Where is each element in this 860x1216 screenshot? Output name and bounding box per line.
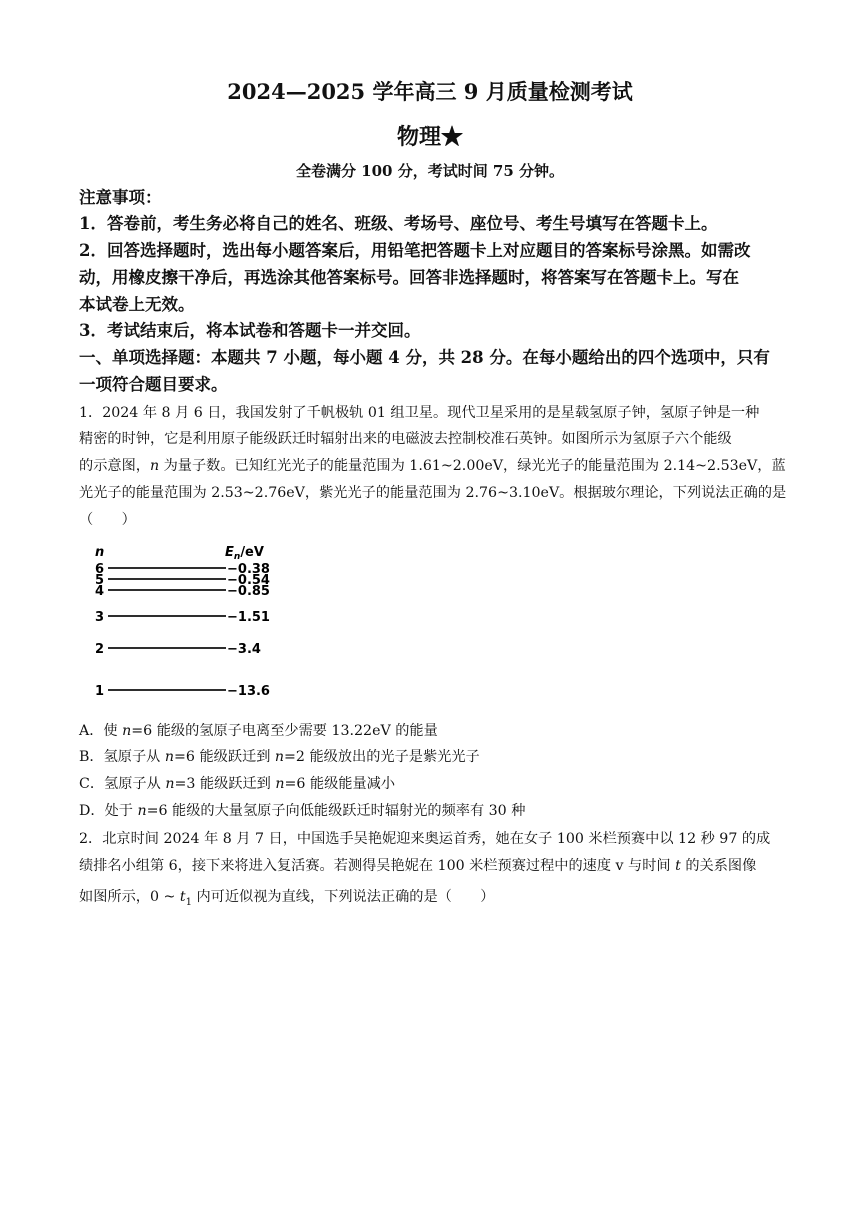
question-1-answer-bracket: （ ） xyxy=(79,512,136,528)
option-a xyxy=(79,720,438,740)
text-span: 内可近似视为直线，下列说法正确的是（ ） xyxy=(191,889,495,905)
notice-item-3: 3．考试结束后，将本试卷和答题卡一并交回。 xyxy=(79,321,421,340)
level-n-label: 4 xyxy=(95,584,105,599)
notice-heading: 注意事项： xyxy=(79,188,162,207)
level-n-label: 3 xyxy=(95,610,105,625)
variable-n: n xyxy=(149,458,160,474)
text-span: =6 能级的氢原子电离至少需要 13.22eV 的能量 xyxy=(131,723,438,739)
notice-item-2-line-1: 2．回答选择题时，选出每小题答案后，用铅笔把答题卡上对应题目的答案标号涂黑。如需改 xyxy=(79,241,751,260)
e-symbol: E xyxy=(225,545,234,560)
text-span: =6 能级跃迁到 xyxy=(174,749,275,765)
option-b xyxy=(79,746,480,766)
variable-n: n xyxy=(274,749,285,765)
level-energy-label: −3.4 xyxy=(227,642,261,657)
notice-item-1: 1．答卷前，考生务必将自己的姓名、班级、考场号、座位号、考生号填写在答题卡上。 xyxy=(79,214,718,233)
text-span: A．使 xyxy=(79,723,123,739)
question-1-line-3 xyxy=(79,453,787,480)
variable-n: n xyxy=(275,776,285,792)
text-span: 绩排名小组第 6，接下来将进入复活赛。若测得吴艳妮在 100 米栏预赛过程中的速度 v 与时间 xyxy=(79,858,676,874)
text-span: 为量子数。已知红光光子的能量范围为 1.61~2.00eV，绿光光子的能量范围为 2.14~2.53eV，蓝 xyxy=(159,458,786,474)
level-n-label: 1 xyxy=(95,684,105,699)
question-2-line-1: 2．北京时间 2024 年 8 月 7 日，中国选手吴艳妮迎来奥运首秀，她在女子 100 米栏预赛中以 12 秒 97 的成 xyxy=(79,831,771,847)
variable-t: t xyxy=(675,858,681,874)
energy-levels xyxy=(95,562,270,699)
text-span: 如图所示， xyxy=(79,889,150,905)
text-span: =3 能级跃迁到 xyxy=(174,776,276,792)
n-axis-label: n xyxy=(95,545,105,560)
text-span: D．处于 xyxy=(79,803,138,819)
question-1-line-2: 精密的时钟，它是利用原子能级跃迁时辐射出来的电磁波去控制校准石英钟。如图所示为氢原子六个能级 xyxy=(79,431,732,447)
subscript-1: 1 xyxy=(185,896,192,908)
text-span: 的示意图， xyxy=(79,458,150,474)
e-subscript: n xyxy=(233,552,241,562)
range-start: 0 ~ xyxy=(149,889,180,905)
variable-n: n xyxy=(137,803,147,819)
question-1-line-1: 1．2024 年 8 月 6 日，我国发射了千帆极轨 01 组卫星。现代卫星采用的是星载氢原子钟，氢原子钟是一种 xyxy=(79,405,760,421)
energy-level-diagram xyxy=(90,544,310,704)
e-unit: /eV xyxy=(240,545,264,560)
question-1-line-4: 光光子的能量范围为 2.53~2.76eV，紫光光子的能量范围为 2.76~3.10eV。根据玻尔理论，下列说法正确的是 xyxy=(79,485,787,501)
question-2-line-2 xyxy=(79,853,787,880)
level-energy-label: −0.85 xyxy=(227,584,270,599)
text-span: B．氢原子从 xyxy=(79,749,165,765)
level-energy-label: −0.38 xyxy=(227,562,270,577)
notice-item-2-line-3: 本试卷上无效。 xyxy=(79,295,195,314)
option-c xyxy=(79,773,395,793)
exam-info: 全卷满分 100 分，考试时间 75 分钟。 xyxy=(295,162,565,180)
variable-t: t xyxy=(179,889,186,905)
option-d xyxy=(79,800,525,820)
exam-title: 2024—2025 学年高三 9 月质量检测考试 xyxy=(227,79,633,104)
text-span: =6 能级能量减小 xyxy=(284,776,396,792)
text-span: C．氢原子从 xyxy=(79,776,166,792)
section-1-heading-line-2: 一项符合题目要求。 xyxy=(79,375,228,394)
section-1-heading-line-1: 一、单项选择题：本题共 7 小题，每小题 4 分，共 28 分。在每小题给出的四个选项中，只有 xyxy=(79,348,770,367)
variable-n: n xyxy=(165,776,175,792)
energy-axis-label xyxy=(225,545,264,562)
question-2-line-3 xyxy=(79,884,787,916)
subject-title: 物理★ xyxy=(396,124,463,150)
text-span: =6 能级的大量氢原子向低能级跃迁时辐射光的频率有 30 种 xyxy=(146,803,526,819)
notice-item-2-line-2: 动，用橡皮擦干净后，再选涂其他答案标号。回答非选择题时，将答案写在答题卡上。写在 xyxy=(79,268,739,287)
level-energy-label: −1.51 xyxy=(227,610,270,625)
level-n-label: 2 xyxy=(95,642,105,657)
variable-n: n xyxy=(122,723,132,739)
text-span: =2 能级放出的光子是紫光光子 xyxy=(284,749,480,765)
text-span: 的关系图像 xyxy=(680,858,757,874)
level-n-label: 6 xyxy=(95,562,105,577)
level-energy-label: −13.6 xyxy=(227,684,270,699)
level-energy-label: −0.54 xyxy=(227,573,270,588)
variable-n: n xyxy=(164,749,175,765)
level-n-label: 5 xyxy=(95,573,105,588)
